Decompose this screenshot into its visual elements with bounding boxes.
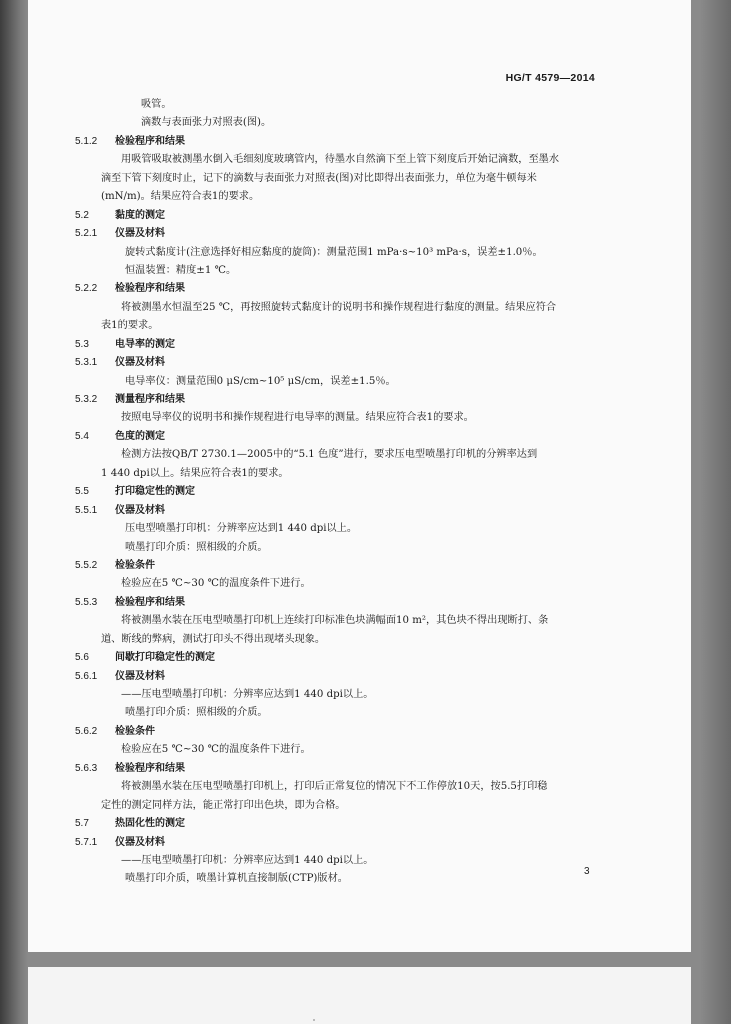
section-number: 5.5.3: [75, 596, 98, 608]
section-title: 检验条件: [115, 725, 155, 737]
section-heading: [75, 133, 595, 151]
section-heading: [75, 760, 595, 778]
body-text-line: 1 440 dpi以上。结果应符合表1的要求。: [101, 467, 289, 479]
section-heading: [75, 594, 595, 612]
section-number: 5.6.1: [75, 670, 98, 682]
body-text-line: 喷墨打印介质：照相级的介质。: [125, 707, 268, 719]
body-text-line: 滴至下管下刻度时止，记下的滴数与表面张力对照表(图)对比即得出表面张力，单位为毫牛顿每米: [101, 172, 537, 184]
section-number: 5.2.1: [75, 228, 98, 240]
section-number: 5.1.2: [75, 135, 98, 147]
section-title: 仪器及材料: [115, 670, 165, 682]
section-number: 5.2: [75, 209, 89, 221]
section-title: 检验程序和结果: [115, 596, 185, 608]
body-text-line: 道、断线的弊病，测试打印头不得出现堵头现象。: [101, 633, 326, 645]
page-content: [75, 96, 595, 889]
body-text-line: 吸管。: [141, 99, 172, 110]
section-heading: [75, 668, 595, 686]
section-title: 仪器及材料: [115, 504, 165, 516]
body-text-line: 检验应在5 ℃~30 ℃的温度条件下进行。: [121, 578, 311, 590]
section-heading: [75, 649, 595, 667]
section-number: 5.5.2: [75, 559, 98, 571]
section-number: 5.6.3: [75, 762, 98, 774]
document-page: [28, 0, 691, 952]
body-text-line: 喷墨打印介质：照相级的介质。: [125, 541, 268, 553]
body-text-line: 按照电导率仪的说明书和操作规程进行电导率的测量。结果应符合表1的要求。: [121, 412, 474, 424]
section-heading: [75, 502, 595, 520]
section-heading: [75, 391, 595, 409]
section-number: 5.3.2: [75, 394, 98, 405]
section-number: 5.5: [75, 486, 89, 498]
body-text-line: 检验应在5 ℃~30 ℃的温度条件下进行。: [121, 744, 311, 756]
body-text-line: 将被测墨水装在压电型喷墨打印机上，打印后正常复位的情况下不工作停放10天，按5.5打印稳: [121, 781, 548, 793]
section-title: 仪器及材料: [115, 836, 165, 848]
section-title: 打印稳定性的测定: [115, 486, 195, 498]
section-title: 检验程序和结果: [115, 762, 185, 774]
section-number: 5.3.1: [75, 357, 98, 369]
section-heading: [75, 354, 595, 372]
scan-speck: [313, 1019, 315, 1021]
section-title: 测量程序和结果: [115, 394, 185, 405]
section-number: 5.4: [75, 430, 89, 442]
body-text-line: 将被测墨水恒温至25 ℃，再按照旋转式黏度计的说明书和操作规程进行黏度的测量。结果应符合: [121, 301, 557, 313]
body-text-line: 旋转式黏度计(注意选择好相应黏度的旋筒)：测量范围1 mPa·s~10³ mPa·s，误差±1.0％。: [125, 246, 543, 258]
section-title: 电导率的测定: [115, 338, 175, 350]
section-heading: [75, 815, 595, 833]
body-text-line: 用吸管吸取被测墨水倒入毛细刻度玻璃管内，待墨水自然滴下至上管下刻度后开始记滴数，至墨水: [121, 154, 560, 166]
section-number: 5.6: [75, 652, 89, 664]
section-heading: [75, 428, 595, 446]
body-text-line: 表1的要求。: [101, 320, 159, 332]
section-number: 5.6.2: [75, 725, 98, 737]
section-title: 热固化性的测定: [115, 818, 185, 830]
section-heading: [75, 834, 595, 852]
section-title: 仪器及材料: [115, 228, 165, 240]
section-title: 仪器及材料: [115, 357, 165, 369]
body-text-line: ——压电型喷墨打印机：分辨率应达到1 440 dpi以上。: [121, 689, 374, 700]
section-heading: [75, 483, 595, 501]
section-heading: [75, 207, 595, 225]
section-heading: [75, 723, 595, 741]
body-text-line: 压电型喷墨打印机：分辨率应达到1 440 dpi以上。: [125, 523, 358, 535]
section-number: 5.3: [75, 338, 89, 350]
section-title: 检验程序和结果: [115, 283, 185, 295]
body-text-line: 喷墨打印介质，喷墨计算机直接制版(CTP)版材。: [125, 873, 348, 885]
section-title: 黏度的测定: [115, 209, 165, 221]
body-text-line: 电导率仪：测量范围0 μS/cm~10⁵ μS/cm，误差±1.5％。: [125, 375, 396, 387]
body-text-line: 滴数与表面张力对照表(图)。: [141, 117, 272, 129]
page-number: 3: [584, 866, 590, 877]
next-page-edge: [28, 967, 691, 1024]
body-text-line: (mN/m)。结果应符合表1的要求。: [101, 191, 260, 203]
section-number: 5.7: [75, 818, 89, 830]
section-title: 色度的测定: [115, 430, 165, 442]
section-number: 5.7.1: [75, 836, 98, 848]
section-number: 5.2.2: [75, 283, 98, 295]
section-heading: [75, 225, 595, 243]
body-text-line: 检测方法按QB/T 2730.1—2005中的“5.1 色度”进行，要求压电型喷墨打印机的分辨率达到: [121, 449, 538, 461]
body-text-line: 定性的测定同样方法，能正常打印出色块，即为合格。: [101, 799, 346, 811]
body-text-line: 将被测墨水装在压电型喷墨打印机上连续打印标准色块满幅面10 m²，其色块不得出现断打、条: [121, 615, 549, 627]
section-title: 间歇打印稳定性的测定: [115, 652, 215, 664]
section-heading: [75, 557, 595, 575]
section-title: 检验程序和结果: [115, 135, 185, 147]
section-heading: [75, 280, 595, 298]
body-text-line: 恒温装置：精度±1 ℃。: [125, 264, 237, 276]
section-title: 检验条件: [115, 559, 155, 571]
section-number: 5.5.1: [75, 504, 98, 516]
standard-header: HG/T 4579—2014: [505, 72, 595, 84]
section-heading: [75, 336, 595, 354]
body-text-line: ——压电型喷墨打印机：分辨率应达到1 440 dpi以上。: [121, 854, 374, 866]
